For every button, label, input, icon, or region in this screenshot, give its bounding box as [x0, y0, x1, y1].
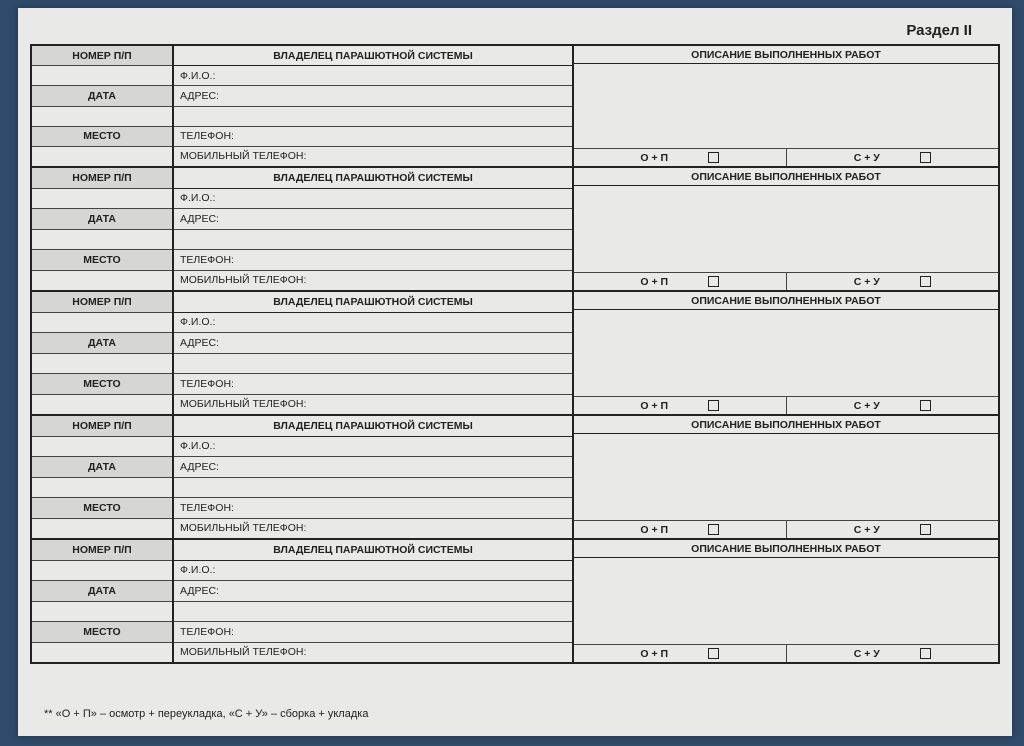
work-description-field[interactable]: [574, 558, 998, 644]
fio-field[interactable]: Ф.И.О.:: [174, 66, 572, 86]
date-label: ДАТА: [32, 86, 172, 106]
work-type-row: [574, 520, 998, 538]
su-label: С + У: [853, 523, 880, 536]
date-field[interactable]: [32, 230, 172, 251]
work-column: [574, 416, 998, 538]
number-label: НОМЕР П/П: [32, 292, 172, 313]
su-checkbox[interactable]: [920, 648, 931, 659]
work-header: ОПИСАНИЕ ВЫПОЛНЕННЫХ РАБОТ: [574, 46, 998, 64]
work-description-field[interactable]: [574, 434, 998, 520]
fio-field[interactable]: Ф.И.О.:: [174, 189, 572, 210]
work-header: ОПИСАНИЕ ВЫПОЛНЕННЫХ РАБОТ: [574, 416, 998, 434]
phone-field[interactable]: ТЕЛЕФОН:: [174, 127, 572, 147]
date-field[interactable]: [32, 354, 172, 375]
work-description-field[interactable]: [574, 310, 998, 396]
place-label: МЕСТО: [32, 374, 172, 395]
owner-header: ВЛАДЕЛЕЦ ПАРАШЮТНОЙ СИСТЕМЫ: [174, 168, 572, 189]
number-field[interactable]: [32, 313, 172, 334]
mobile-field[interactable]: МОБИЛЬНЫЙ ТЕЛЕФОН:: [180, 522, 307, 535]
footnote: ** «О + П» – осмотр + переукладка, «С + У» – сборка + укладка: [44, 708, 369, 720]
op-label: О + П: [640, 523, 669, 536]
fio-field[interactable]: Ф.И.О.:: [174, 437, 572, 458]
phone-field[interactable]: ТЕЛЕФОН:: [174, 622, 572, 643]
date-label: ДАТА: [32, 333, 172, 354]
address-field[interactable]: АДРЕС:: [174, 333, 572, 354]
place-label: МЕСТО: [32, 250, 172, 271]
record-meta-column: [32, 292, 174, 414]
owner-header: ВЛАДЕЛЕЦ ПАРАШЮТНОЙ СИСТЕМЫ: [174, 540, 572, 561]
work-description-field[interactable]: [574, 64, 998, 148]
phone-field[interactable]: ТЕЛЕФОН:: [174, 250, 572, 271]
work-type-row: [574, 272, 998, 290]
address-field[interactable]: АДРЕС:: [174, 209, 572, 230]
address-line-2[interactable]: [174, 478, 572, 499]
op-label: О + П: [640, 399, 669, 412]
op-checkbox[interactable]: [708, 152, 719, 163]
record-block: [30, 416, 1000, 540]
address-line-2[interactable]: [174, 354, 572, 375]
owner-column: [174, 416, 574, 538]
place-field[interactable]: [32, 147, 172, 166]
record-meta-column: [32, 416, 174, 538]
date-field[interactable]: [32, 107, 172, 127]
address-field[interactable]: АДРЕС:: [174, 581, 572, 602]
record-block: [30, 44, 1000, 168]
number-field[interactable]: [32, 437, 172, 458]
work-header: ОПИСАНИЕ ВЫПОЛНЕННЫХ РАБОТ: [574, 168, 998, 186]
owner-column: [174, 168, 574, 290]
owner-header: ВЛАДЕЛЕЦ ПАРАШЮТНОЙ СИСТЕМЫ: [174, 416, 572, 437]
address-field[interactable]: АДРЕС:: [174, 457, 572, 478]
number-label: НОМЕР П/П: [32, 416, 172, 437]
date-label: ДАТА: [32, 209, 172, 230]
number-field[interactable]: [32, 66, 172, 86]
op-checkbox[interactable]: [708, 524, 719, 535]
place-field[interactable]: [32, 519, 172, 539]
mobile-field[interactable]: МОБИЛЬНЫЙ ТЕЛЕФОН:: [180, 274, 307, 287]
record-meta-column: [32, 168, 174, 290]
mobile-field[interactable]: МОБИЛЬНЫЙ ТЕЛЕФОН:: [180, 646, 307, 659]
su-label: С + У: [853, 151, 880, 164]
date-label: ДАТА: [32, 457, 172, 478]
number-label: НОМЕР П/П: [32, 168, 172, 189]
date-field[interactable]: [32, 478, 172, 499]
address-line-2[interactable]: [174, 230, 572, 251]
work-type-row: [574, 148, 998, 166]
fio-field[interactable]: Ф.И.О.:: [174, 313, 572, 334]
op-label: О + П: [640, 647, 669, 660]
number-label: НОМЕР П/П: [32, 46, 172, 66]
mobile-field[interactable]: МОБИЛЬНЫЙ ТЕЛЕФОН:: [180, 150, 307, 163]
place-label: МЕСТО: [32, 622, 172, 643]
owner-column: [174, 540, 574, 662]
address-field[interactable]: АДРЕС:: [174, 86, 572, 106]
record-block: [30, 292, 1000, 416]
owner-header: ВЛАДЕЛЕЦ ПАРАШЮТНОЙ СИСТЕМЫ: [174, 46, 572, 66]
records-table: [30, 44, 1000, 664]
record-meta-column: [32, 46, 174, 166]
work-column: [574, 292, 998, 414]
place-field[interactable]: [32, 643, 172, 663]
number-field[interactable]: [32, 561, 172, 582]
work-type-row: [574, 644, 998, 662]
record-meta-column: [32, 540, 174, 662]
work-header: ОПИСАНИЕ ВЫПОЛНЕННЫХ РАБОТ: [574, 292, 998, 310]
address-line-2[interactable]: [174, 602, 572, 623]
owner-column: [174, 46, 574, 166]
op-checkbox[interactable]: [708, 648, 719, 659]
section-title: Раздел II: [906, 22, 972, 39]
work-column: [574, 46, 998, 166]
number-label: НОМЕР П/П: [32, 540, 172, 561]
address-line-2[interactable]: [174, 107, 572, 127]
su-checkbox[interactable]: [920, 524, 931, 535]
su-label: С + У: [853, 275, 880, 288]
place-field[interactable]: [32, 395, 172, 415]
work-type-row: [574, 396, 998, 414]
logbook-page: [18, 8, 1012, 736]
work-header: ОПИСАНИЕ ВЫПОЛНЕННЫХ РАБОТ: [574, 540, 998, 558]
place-label: МЕСТО: [32, 127, 172, 147]
su-checkbox[interactable]: [920, 400, 931, 411]
mobile-field[interactable]: МОБИЛЬНЫЙ ТЕЛЕФОН:: [180, 398, 307, 411]
phone-field[interactable]: ТЕЛЕФОН:: [174, 374, 572, 395]
number-field[interactable]: [32, 189, 172, 210]
place-label: МЕСТО: [32, 498, 172, 519]
work-column: [574, 540, 998, 662]
owner-column: [174, 292, 574, 414]
su-checkbox[interactable]: [920, 152, 931, 163]
su-label: С + У: [853, 647, 880, 660]
date-label: ДАТА: [32, 581, 172, 602]
op-checkbox[interactable]: [708, 276, 719, 287]
phone-field[interactable]: ТЕЛЕФОН:: [174, 498, 572, 519]
op-label: О + П: [640, 275, 669, 288]
su-label: С + У: [853, 399, 880, 412]
work-description-field[interactable]: [574, 186, 998, 272]
su-checkbox[interactable]: [920, 276, 931, 287]
place-field[interactable]: [32, 271, 172, 291]
owner-header: ВЛАДЕЛЕЦ ПАРАШЮТНОЙ СИСТЕМЫ: [174, 292, 572, 313]
fio-field[interactable]: Ф.И.О.:: [174, 561, 572, 582]
date-field[interactable]: [32, 602, 172, 623]
op-label: О + П: [640, 151, 669, 164]
record-block: [30, 168, 1000, 292]
record-block: [30, 540, 1000, 664]
work-column: [574, 168, 998, 290]
op-checkbox[interactable]: [708, 400, 719, 411]
